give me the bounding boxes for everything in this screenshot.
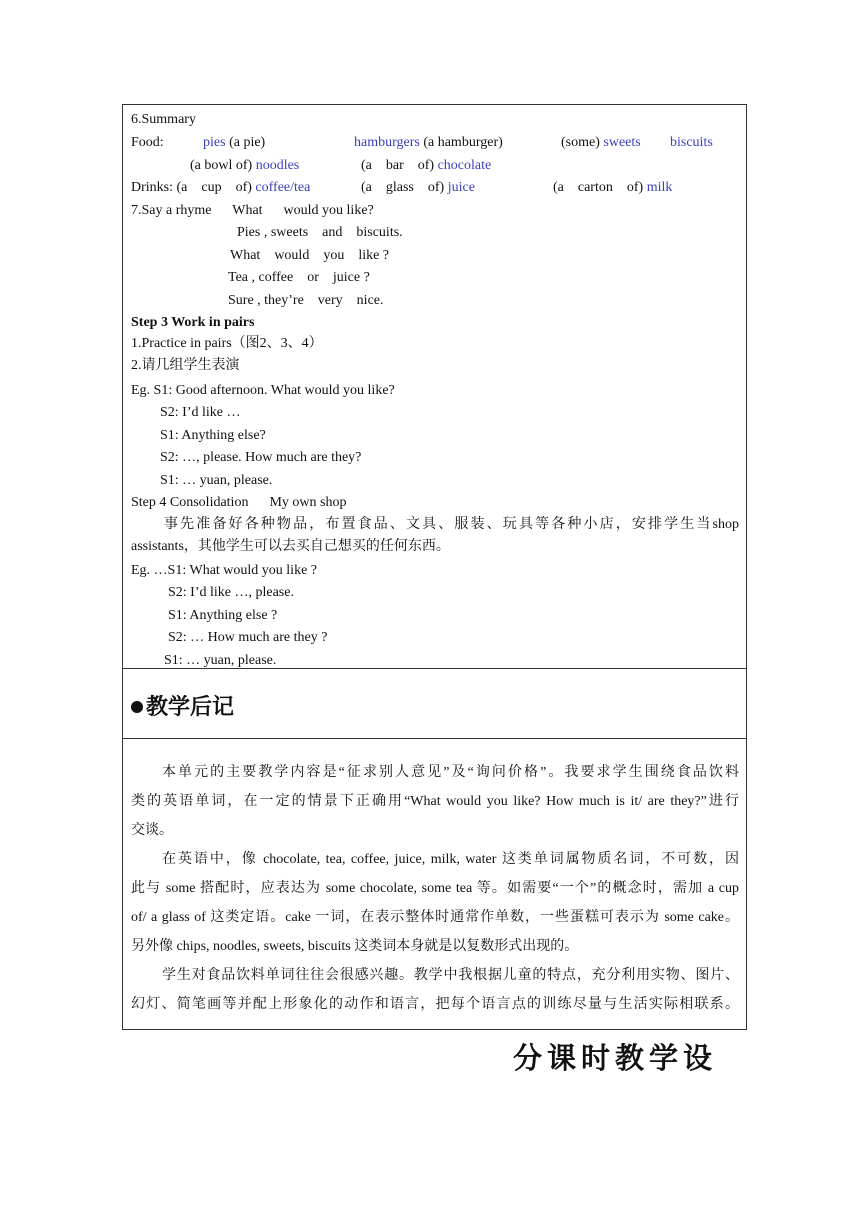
drinks-label: Drinks: (a cup of) [131, 180, 252, 195]
step3-title: Step 3 Work in pairs [131, 315, 255, 330]
step3-dialog-line: S1: … yuan, please. [160, 473, 273, 488]
word-glass-of: (a glass of) [361, 180, 445, 195]
food-pies [203, 134, 265, 152]
postscript-para1-line: 类的英语单词，在一定的情景下正确用“What would you like? How much is it/ are they?”进行 [131, 794, 739, 809]
postscript-para1-line: 交谈。 [131, 823, 173, 838]
postscript-para2-line: 此与 some 搭配时，应表达为 some chocolate, some tea 等。如需要“一个”的概念时，需加 a cup [131, 881, 739, 896]
step4-dialog-line: S2: … How much are they ? [168, 630, 328, 645]
step4-dialog-line: S2: I’d like …, please. [168, 585, 294, 600]
drinks-milk [553, 179, 672, 197]
rhyme-line-3: What would you like ? [230, 248, 390, 263]
food-chocolate [361, 157, 491, 175]
food-label: Food: [131, 135, 164, 150]
step3-dialog-line: S1: Anything else? [160, 428, 266, 443]
word-milk: milk [646, 180, 673, 195]
food-hamburgers [354, 134, 503, 152]
food-noodles [190, 157, 299, 175]
word-hamburgers-single: (a hamburger) [423, 135, 503, 150]
step4-dialog-line: S1: … yuan, please. [164, 653, 277, 668]
word-sweets: sweets [603, 135, 641, 150]
rhyme-line-4: Tea , coffee or juice ? [228, 270, 370, 285]
step3-dialog-line: S2: I’d like … [160, 405, 241, 420]
word-carton-of: (a carton of) [553, 180, 644, 195]
word-bar-of: (a bar of) [361, 158, 435, 173]
word-hamburgers: hamburgers [354, 135, 420, 150]
step4-title: Step 4 Consolidation My own shop [131, 495, 347, 510]
postscript-para2-line: 另外像 chips, noodles, sweets, biscuits 这类词本身就是以复数形式出现的。 [131, 939, 579, 954]
word-noodles: noodles [255, 158, 300, 173]
postscript-para2-line: 在英语中，像 chocolate, tea, coffee, juice, milk, water 这类单词属物质名词，不可数，因 [162, 852, 739, 867]
rhyme-line-2: Pies , sweets and biscuits. [237, 225, 403, 240]
word-pies-single: (a pie) [229, 135, 266, 150]
next-section-title: 分课时教学设 [513, 1041, 718, 1075]
bullet-dot-icon [131, 701, 143, 713]
rhyme-line-5: Sure , they’re very nice. [228, 293, 384, 308]
word-juice: juice [447, 180, 475, 195]
word-coffee-tea: coffee/tea [255, 180, 311, 195]
step4-dialog-line: S1: Anything else ? [168, 608, 278, 623]
step4-dialog-line: Eg. …S1: What would you like ? [131, 563, 317, 578]
word-chocolate: chocolate [437, 158, 492, 173]
summary-title: 6.Summary [131, 112, 196, 127]
postscript-heading [131, 690, 234, 721]
step4-desc-line-1: 事先准备好各种物品，布置食品、文具、服装、玩具等各种小店，安排学生当shop [164, 517, 739, 532]
postscript-para3-line: 学生对食品饮料单词往往会很感兴趣。教学中我根据儿童的特点，充分利用实物、图片、 [162, 968, 739, 983]
postscript-para2-line: of/ a glass of 这类定语。cake 一词，在表示整体时通常作单数，一些蛋糕可表示为 some cake。 [131, 910, 739, 925]
postscript-para1-line: 本单元的主要教学内容是“征求别人意见”及“询问价格”。我要求学生围绕食品饮料 [162, 765, 739, 780]
drinks-juice [361, 179, 475, 197]
step3-item-1: 1.Practice in pairs（图2、3、4） [131, 336, 323, 351]
drinks-coffee [131, 179, 310, 197]
word-bowl-of: (a bowl of) [190, 158, 253, 173]
word-biscuits: biscuits [670, 135, 713, 150]
word-pies: pies [203, 135, 226, 150]
rhyme-title: 7.Say a rhyme What would you like? [131, 203, 374, 218]
postscript-para3-line: 幻灯、简笔画等并配上形象化的动作和语言，把每个语言点的训练尽量与生活实际相联系。 [131, 997, 739, 1012]
word-some: (some) [561, 135, 600, 150]
step3-dialog-line: S2: …, please. How much are they? [160, 450, 362, 465]
step3-dialog-line: Eg. S1: Good afternoon. What would you like? [131, 383, 395, 398]
food-sweets [561, 134, 641, 152]
step3-item-2: 2.请几组学生表演 [131, 358, 240, 373]
step4-desc-line-2: assistants，其他学生可以去买自己想买的任何东西。 [131, 539, 450, 554]
postscript-heading-text: 教学后记 [146, 695, 235, 720]
